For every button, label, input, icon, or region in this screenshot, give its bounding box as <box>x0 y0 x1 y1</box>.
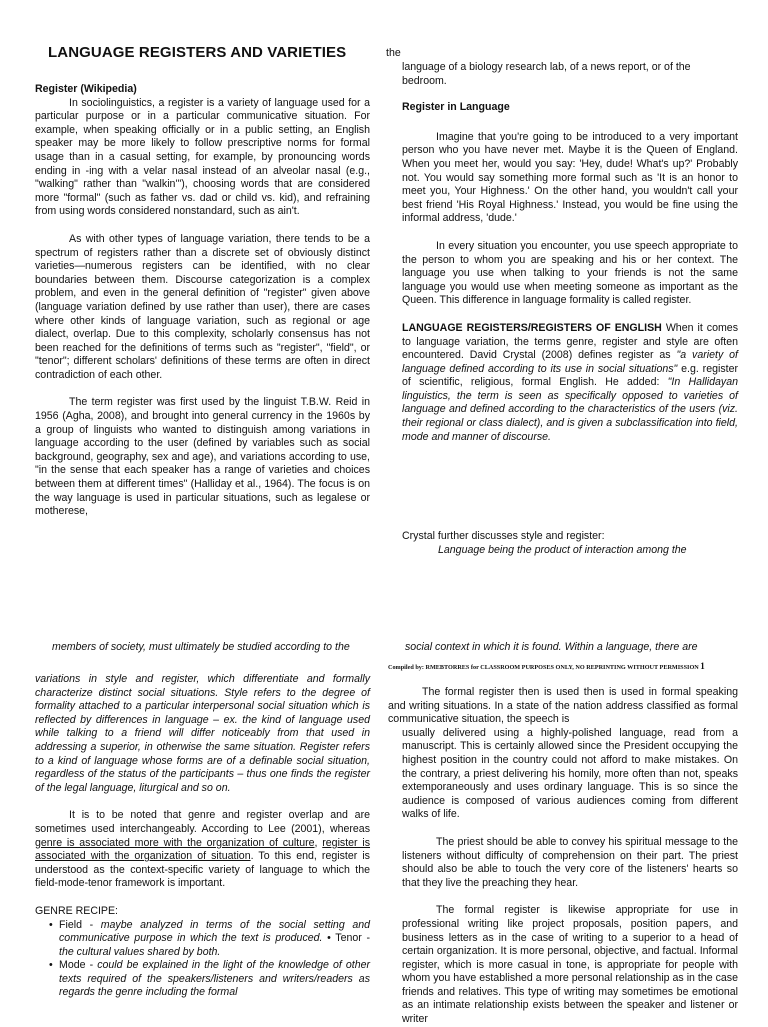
footer <box>388 661 705 671</box>
paragraph: language of a biology research lab, of a news report, or of the bedroom. <box>402 61 691 87</box>
paragraph: As with other types of language variation, there tends to be a spectrum of registers rather than a discrete set of obviously distinct varieties—numerous registers can be identified, with no clear boundaries between them. Discourse categorization is a complex problem, and even in the general definition of "register" given above (language variation defined by use rather than user), there are cases where other kinds of language variation, such as regional or age dialect, overlap. Due to this complexity, scholarly consensus has not been reached for the definitions of terms such as "register", "field", or "tenor"; different scholars' definitions of these terms are often in direct contradiction of each other. <box>35 232 370 381</box>
stray-word <box>386 47 426 61</box>
text-run: It is to be noted that genre and register overlap and are sometimes used interchangeably. According to Lee (2001), whereas <box>35 809 370 835</box>
paragraph: variations in style and register, which differentiate and formally characterize distinct social situations. Style refers to the degree of formality attached to a particular interpersonal social situation which is reflected by differences in language – ex. the kind of language used while talking to a friend will differ noticeably from that used in addressing a superior, in otherwise the same situation. Register refers to a kind of language whose forms are of a definable social situation, regardless of the status of the participants – thus one finds the register of the legal language, liturgical and so on. <box>35 673 370 794</box>
mode-text: could be explained in the light of the knowledge of other texts required of the speakers/listeners and writers/readers as regards the genre including the formal <box>59 959 370 999</box>
page-number: 1 <box>700 661 705 671</box>
left-column-bottom <box>35 673 370 1000</box>
right-column-crystal <box>402 530 738 557</box>
paragraph <box>402 322 738 444</box>
text-run: When it comes to language variation, the terms genre, register and style are often encountered. David Crystal (2008) defines register as <box>402 321 738 362</box>
text-run: . To this end, register is understood as the context-specific variety of language to which the field-mode-tenor framework is important. <box>35 850 370 890</box>
continued-quote-right: social context in which it is found. Within a language, there are <box>405 641 698 653</box>
genre-recipe-list <box>35 919 370 1001</box>
paragraph: The term register was first used by the linguist T.B.W. Reid in 1956 (Agha, 2008), and brought into general currency in the 1960s by a group of linguists who wanted to distinguish among variations in language according to the user (defined by variables such as social background, geography, sex and age), and variations according to use, "in the sense that each speaker has a range of varieties and choices between them at different times" (Halliday et al., 1964). The focus is on the way language is used in particular situations, such as legalese or motherese, <box>35 396 370 518</box>
mode-label: Mode - <box>59 959 98 972</box>
continued-quote-left: members of society, must ultimately be studied according to the <box>52 641 350 653</box>
text-run: , <box>314 836 323 849</box>
tenor-label: • Tenor - <box>322 932 370 945</box>
word-the: the <box>386 47 401 59</box>
left-column-top <box>35 83 370 519</box>
list-item <box>51 919 370 960</box>
genre-recipe-heading: GENRE RECIPE: <box>35 904 119 917</box>
text-run: e.g. register of scientific, religious, formal English. He added: <box>402 362 738 389</box>
quote: "In Hallidayan linguistics, the term is seen as specifically opposed to varieties of language and defined according to the characteristics of the users (viz. their regional or class dialect), and is given a subclassification into field, mode and manner of discourse. <box>402 376 738 443</box>
paragraph: In sociolinguistics, a register is a variety of language used for a particular purpose or in a particular communicative situation. For example, when speaking officially or in a public setting, an English speaker may be more likely to follow prescriptive norms for formal usage than in a casual setting, for example, by pronouncing words ending in -ing with a velar nasal instead of an alveolar nasal (e.g., "walking" rather than "walkin'"), choosing words that are considered more "formal" (such as father vs. dad or child vs. kid), and refraining from using words considered nonstandard, such as ain't. <box>35 96 370 218</box>
tenor-text: the cultural values shared by both. <box>59 945 221 958</box>
right-column-bottom <box>388 686 738 1027</box>
paragraph: Imagine that you're going to be introduced to a very important person who you have never met. Maybe it is the Queen of England. When you meet her, would you say: 'Hey, dude! What's up?' Probably not. You would say something more formal such as 'It is an honor to meet you, Your Highness.' On the other hand, you wouldn't call your best friend 'His Royal Highness.' Instead, you would be fine using the informal address, 'dude.' <box>402 130 738 225</box>
field-label: Field - <box>59 918 101 931</box>
list-item <box>51 959 370 1000</box>
section-heading-register-in-language: Register in Language <box>402 101 510 114</box>
quote: Language being the product of interaction among the <box>438 543 687 556</box>
page-title: LANGUAGE REGISTERS AND VARIETIES <box>48 44 347 61</box>
footer-text: Compiled by: RMEBTORRES for CLASSROOM PURPOSES ONLY, NO REPRINTING WITHOUT PERMISSION <box>388 664 699 671</box>
paragraph: Crystal further discusses style and register: <box>402 530 605 542</box>
paragraph: The formal register is likewise appropriate for use in professional writing like project proposals, position papers, and business letters as in the case of writing to a superior to a head of certain organization. It is more personal, objective, and factual. Informal register, which is more casual in tone, is appropriate for people with whom you have established a more personal relationship as in the case friends and relatives. This type of writing may sometimes be emotional as an intimate relationship exists between the speaker and listener or writer <box>402 904 738 1026</box>
section-heading-register-wikipedia: Register (Wikipedia) <box>35 83 137 95</box>
paragraph: usually delivered using a highly-polished language, read from a manuscript. This is certainly allowed since the President occupying the highest position in the country could not afford to make mistakes. On the contrary, a priest delivering his homily, more often than not, speaks extemporaneously and uses ordinary language. This is so since the audience is composed of various audiences coming from different walks of life. <box>402 726 738 821</box>
right-column-top <box>402 61 738 444</box>
field-text: maybe analyzed in terms of the social setting and communicative purpose in which the text is produced. <box>59 918 370 945</box>
paragraph: The formal register then is used then is used in formal speaking and writing situations. In a state of the nation address classified as formal communicative situation, the speech is <box>388 686 738 726</box>
section-heading-registers-of-english: LANGUAGE REGISTERS/REGISTERS OF ENGLISH <box>402 321 662 334</box>
underlined-text: register is associated with the organization of situation <box>35 836 371 863</box>
quote: "a variety of language defined according to its use in social situations" <box>402 349 738 375</box>
paragraph <box>35 809 370 891</box>
paragraph: In every situation you encounter, you use speech appropriate to the person to whom you are speaking and his or her context. The language you use when talking to your friends is not the same language you would use when meeting someone as important as the Queen. This difference in language formality is called register. <box>402 239 738 307</box>
underlined-text: genre is associated more with the organization of culture <box>35 836 315 849</box>
paragraph: The priest should be able to convey his spiritual message to the listeners without difficulty of comprehension on their part. The priest should also be able to touch the very core of the listeners' hearts so that they live the preaching they hear. <box>402 835 738 889</box>
